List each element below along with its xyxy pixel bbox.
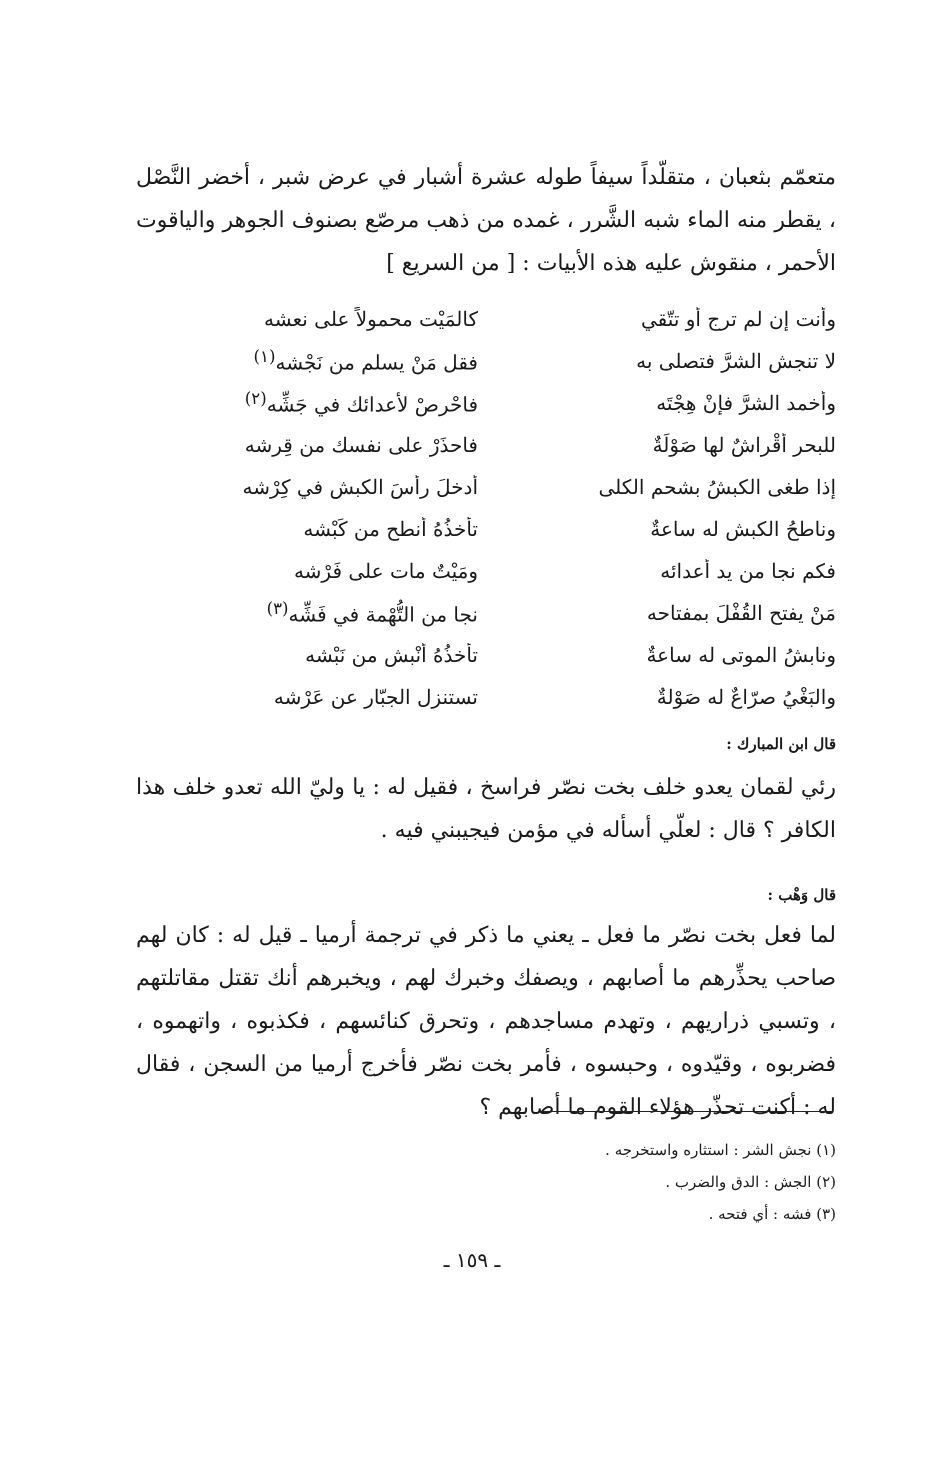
footnote-item: (٢) الجش : الدق والضرب . <box>665 1173 836 1191</box>
paragraph: لما فعل بخت نصّر ما فعل ـ يعني ما ذكر في ترجمة أرميا ـ قيل له : كان لهم صاحب يحذِّرهم ما أصابهم ، ويصفك وخبرك لهم ، ويخبرهم أنك تقتل مقاتلتهم ، وتسبي ذراريهم ، وتهدم مساجدهم ، وتحرق كنائسهم ، فكذبوه ، واتهموه ، فضربوه ، وقيّدوه ، وحبسوه ، فأمر بخت نصّر فأخرج أرميا من السجن ، فقال له : أكنت تحذّر هؤلاء القوم ما أصابهم ؟ <box>136 923 837 1120</box>
verse-first-hemistich: ونابشُ الموتى له ساعةٌ <box>646 643 836 667</box>
verse-first-hemistich: والبَغْيُ صرّاعٌ له صَوْلةٌ <box>656 685 836 709</box>
verse-second-hemistich: ومَيْتٌ مات على فَرْشه <box>293 559 478 583</box>
verse-row <box>160 382 836 424</box>
footnotes <box>136 1138 836 1234</box>
verse-first-hemistich: للبحر أقْراشٌ لها صَوْلَةٌ <box>652 433 836 457</box>
verse-first-hemistich: وأخمد الشرَّ فإنْ هِجْتَه <box>656 391 836 415</box>
verse-row <box>160 550 836 592</box>
verse-first-hemistich: وناطحُ الكبش له ساعةٌ <box>650 517 836 541</box>
verse-row <box>160 508 836 550</box>
intro-paragraph <box>136 156 836 285</box>
section-heading-wahb: قال وَهْب : <box>767 886 836 904</box>
verse-second-hemistich: فاحْرِصْ لأعدائك في جَشِّه$^{(٢)}$ <box>244 389 478 417</box>
verse-second-hemistich: نجا من التُّهْمة في فَشِّه$^{(٣)}$ <box>266 599 478 627</box>
section-text-wahb <box>136 914 836 1129</box>
footnote-item: (٣) فشه : أي فتحه . <box>708 1205 836 1223</box>
verse-row <box>160 676 836 718</box>
verse-first-hemistich: وأنت إن لم ترج أو تتّقي <box>641 307 836 331</box>
verse-row <box>160 340 836 382</box>
verse-row <box>160 424 836 466</box>
paragraph: رئي لقمان يعدو خلف بخت نصّر فراسخ ، فقيل له : يا وليّ الله تعدو خلف هذا الكافر ؟ قال : لعلّي أسأله في مؤمن فيجيبني فيه . <box>136 775 836 843</box>
section-text-ibn-almubarak <box>136 766 836 852</box>
verse-second-hemistich: فاحذَرْ على نفسك من قِرشه <box>244 433 478 457</box>
footnote-item: (١) نجش الشر : استثاره واستخرجه . <box>605 1141 836 1159</box>
verse-row <box>160 298 836 340</box>
verse-first-hemistich: لا تنجش الشرَّ فتصلى به <box>636 349 836 373</box>
footnote-marker: (١) <box>253 347 276 367</box>
verse-first-hemistich: إذا طغى الكبشُ بشحم الكلى <box>598 475 836 499</box>
poem-verses <box>160 298 836 718</box>
verse-second-hemistich: تأخذُهُ أنْبش من نَبْشه <box>305 643 478 667</box>
section-heading-ibn-almubarak: قال ابن المبارك : <box>726 735 836 753</box>
footnote-marker: (٢) <box>244 389 267 409</box>
verse-second-hemistich: تستنزل الجبّار عن عَرْشه <box>273 685 478 709</box>
verse-row <box>160 466 836 508</box>
verse-first-hemistich: فكم نجا من يد أعدائه <box>660 559 836 583</box>
verse-second-hemistich: أدخلَ رأسَ الكبش في كِرْشه <box>242 475 478 499</box>
verse-first-hemistich: مَنْ يفتح القُفْلَ بمفتاحه <box>646 601 836 625</box>
verse-row <box>160 634 836 676</box>
intro-text: متعمّم بثعبان ، متقلّداً سيفاً طوله عشرة أشبار في عرض شبر ، أخضر النَّصْل ، يقطر منه الماء شبه الشَّرر ، غمده من ذهب مرصّع بصنوف الجوهر والياقوت الأحمر ، منقوش عليه هذه الأبيات : [ من السريع ] <box>136 165 836 276</box>
verse-second-hemistich: تأخذُهُ أنطح من كَبْشه <box>303 517 478 541</box>
verse-row <box>160 592 836 634</box>
footnote-separator <box>540 1111 832 1112</box>
footnote-marker: (٣) <box>266 599 289 619</box>
verse-second-hemistich: كالمَيْت محمولاً على نعشه <box>264 307 478 331</box>
page-number: ـ ١٥٩ ـ <box>443 1248 501 1272</box>
verse-second-hemistich: فقل مَنْ يسلم من نَجْشه$^{(١)}$ <box>253 347 478 375</box>
